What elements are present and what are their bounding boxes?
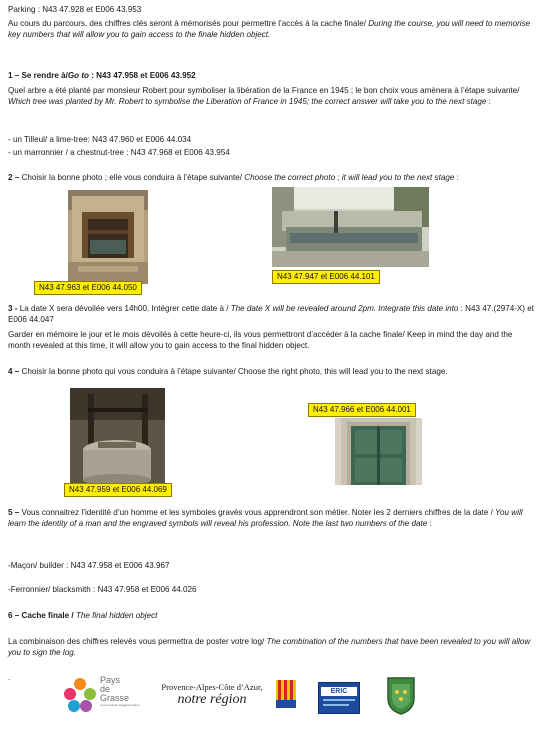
step1-title	[8, 70, 537, 81]
step2-tail: :	[454, 173, 459, 182]
region-emblem-icon	[276, 680, 296, 708]
step6-title	[8, 610, 537, 621]
step1-question-tail: :	[486, 97, 491, 106]
step6-en: The combination of the numbers that have been revealed to you will allow you to sign the log.	[8, 637, 531, 657]
step5-option-blacksmith: -Ferronnier/ blacksmith : N43 47.958 et E006 44.026	[8, 585, 197, 594]
step1-title-en: Go to	[67, 71, 89, 80]
pays-line3: Grasse	[100, 693, 130, 703]
step5-option-builder: -Maçon/ builder : N43 47.958 et E006 43.967	[8, 561, 170, 570]
sponsor-logos	[0, 672, 545, 722]
step1-title-fr: 1 – Se rendre à/	[8, 71, 68, 80]
step1-option-chestnut: - un marronnier / a chestnut-tree : N43 47.968 et E006 43.954	[8, 148, 230, 157]
step3-fr: La date X sera dévoilée vers 14h00. Intégrer cette date à /	[19, 304, 231, 313]
step5-fr: Vous connaitrez l’identité d’un homme et les symboles gravés vous apprendront son métier. Noter les 2 derniers chiffres de la date /	[21, 508, 496, 517]
step5-tail: :	[427, 519, 432, 528]
trailing-dot: .	[8, 673, 11, 682]
eric-label: ERIC	[321, 687, 357, 696]
step6-title-en: The final hidden object	[75, 611, 158, 620]
step1-question	[8, 85, 537, 107]
parking-line: Parking : N43 47.928 et E006 43.953	[8, 5, 142, 14]
step2-photo2-coord: N43 47.947 et E006 44.101	[272, 270, 380, 284]
eric-logo	[318, 682, 360, 714]
step4-text: Choisir la bonne photo qui vous conduira à l’étape suivante/ Choose the right photo, this will lead you to the next stage.	[21, 367, 448, 376]
step4-number: 4 –	[8, 367, 22, 376]
flower-icon	[64, 676, 96, 716]
step1-question-fr: Quel arbre a été planté par monsieur Robert pour symboliser la libération de la France en 1945 ; le bon choix vous amènera à l’étape suivante/	[8, 86, 520, 95]
step1-title-coord: : N43 47.958 et E006 43.952	[88, 71, 196, 80]
step2-photo1-coord: N43 47.963 et E006 44.050	[34, 281, 142, 295]
intro-paragraph	[8, 18, 537, 40]
photo-stone-basin	[272, 187, 429, 267]
step3-number: 3 -	[8, 304, 20, 313]
step6-title-fr: 6 – Cache finale /	[8, 611, 76, 620]
shield-emblem-icon	[386, 676, 416, 716]
step2-fr: Choisir la bonne photo ; elle vous conduira à l’étape suivante/	[21, 173, 245, 182]
pays-de-grasse-logo	[64, 674, 144, 718]
step5-en: You will learn the identity of a man and the engraved symbols will reveal his profession. Note the last two numbers of the date	[8, 508, 523, 528]
pays-line2: de	[100, 684, 111, 694]
step5-instruction	[8, 507, 537, 529]
region-line2: notre région	[177, 692, 247, 707]
intro-fr: Au cours du parcours, des chiffres clés seront à mémorisés pour permettre l’accès à la cache finale/	[8, 19, 369, 28]
step2-instruction	[8, 172, 537, 183]
step5-number: 5 –	[8, 508, 22, 517]
step3-memo: Garder en mémoire le jour et le mois dévoilés à cette heure-ci, ils vous permettront d’accéder à la cache finale/ Keep in mind the day and the month revealed at this time, it will allow you to gain access to the final hidden object.	[8, 330, 513, 350]
photo-trough-frame	[68, 190, 148, 284]
region-line1: Provence-Alpes-Côte d’Azur,	[161, 682, 263, 692]
region-logo	[152, 682, 272, 708]
step6-fr: La combinaison des chiffres relevés vous permettra de poster votre log/	[8, 637, 267, 646]
step4-photo2-coord: N43 47.966 et E006 44.001	[308, 403, 416, 417]
step2-en: Choose the correct photo ; it will lead you to the next stage	[244, 173, 455, 182]
step4-instruction	[8, 366, 537, 377]
intro-en: During the course, you will need to memorise key numbers that will allow you to gain access to the finale hidden object.	[8, 19, 531, 39]
step6-text	[8, 636, 537, 658]
step3-en: The date X will be revealed around 2pm. Integrate this date into	[230, 304, 459, 313]
pays-sub: communauté d'agglomération	[100, 703, 140, 707]
step1-question-en: Which tree was planted by Mr. Robert to symbolise the Liberation of France in 1945; the correct answer will take you to the next stage	[8, 97, 487, 106]
photo-green-door	[335, 418, 422, 485]
step4-photo1-coord: N43 47.959 et E006 44.069	[64, 483, 172, 497]
pays-line1: Pays	[100, 675, 121, 685]
step1-option-lime: - un Tilleul/ a lime-tree: N43 47.960 et E006 44.034	[8, 135, 192, 144]
step2-number: 2 –	[8, 173, 22, 182]
photo-old-well	[70, 388, 165, 486]
step3-coord: : N43 47.(2974-X) et E006 44.047	[8, 304, 534, 324]
step3-instruction	[8, 303, 537, 325]
